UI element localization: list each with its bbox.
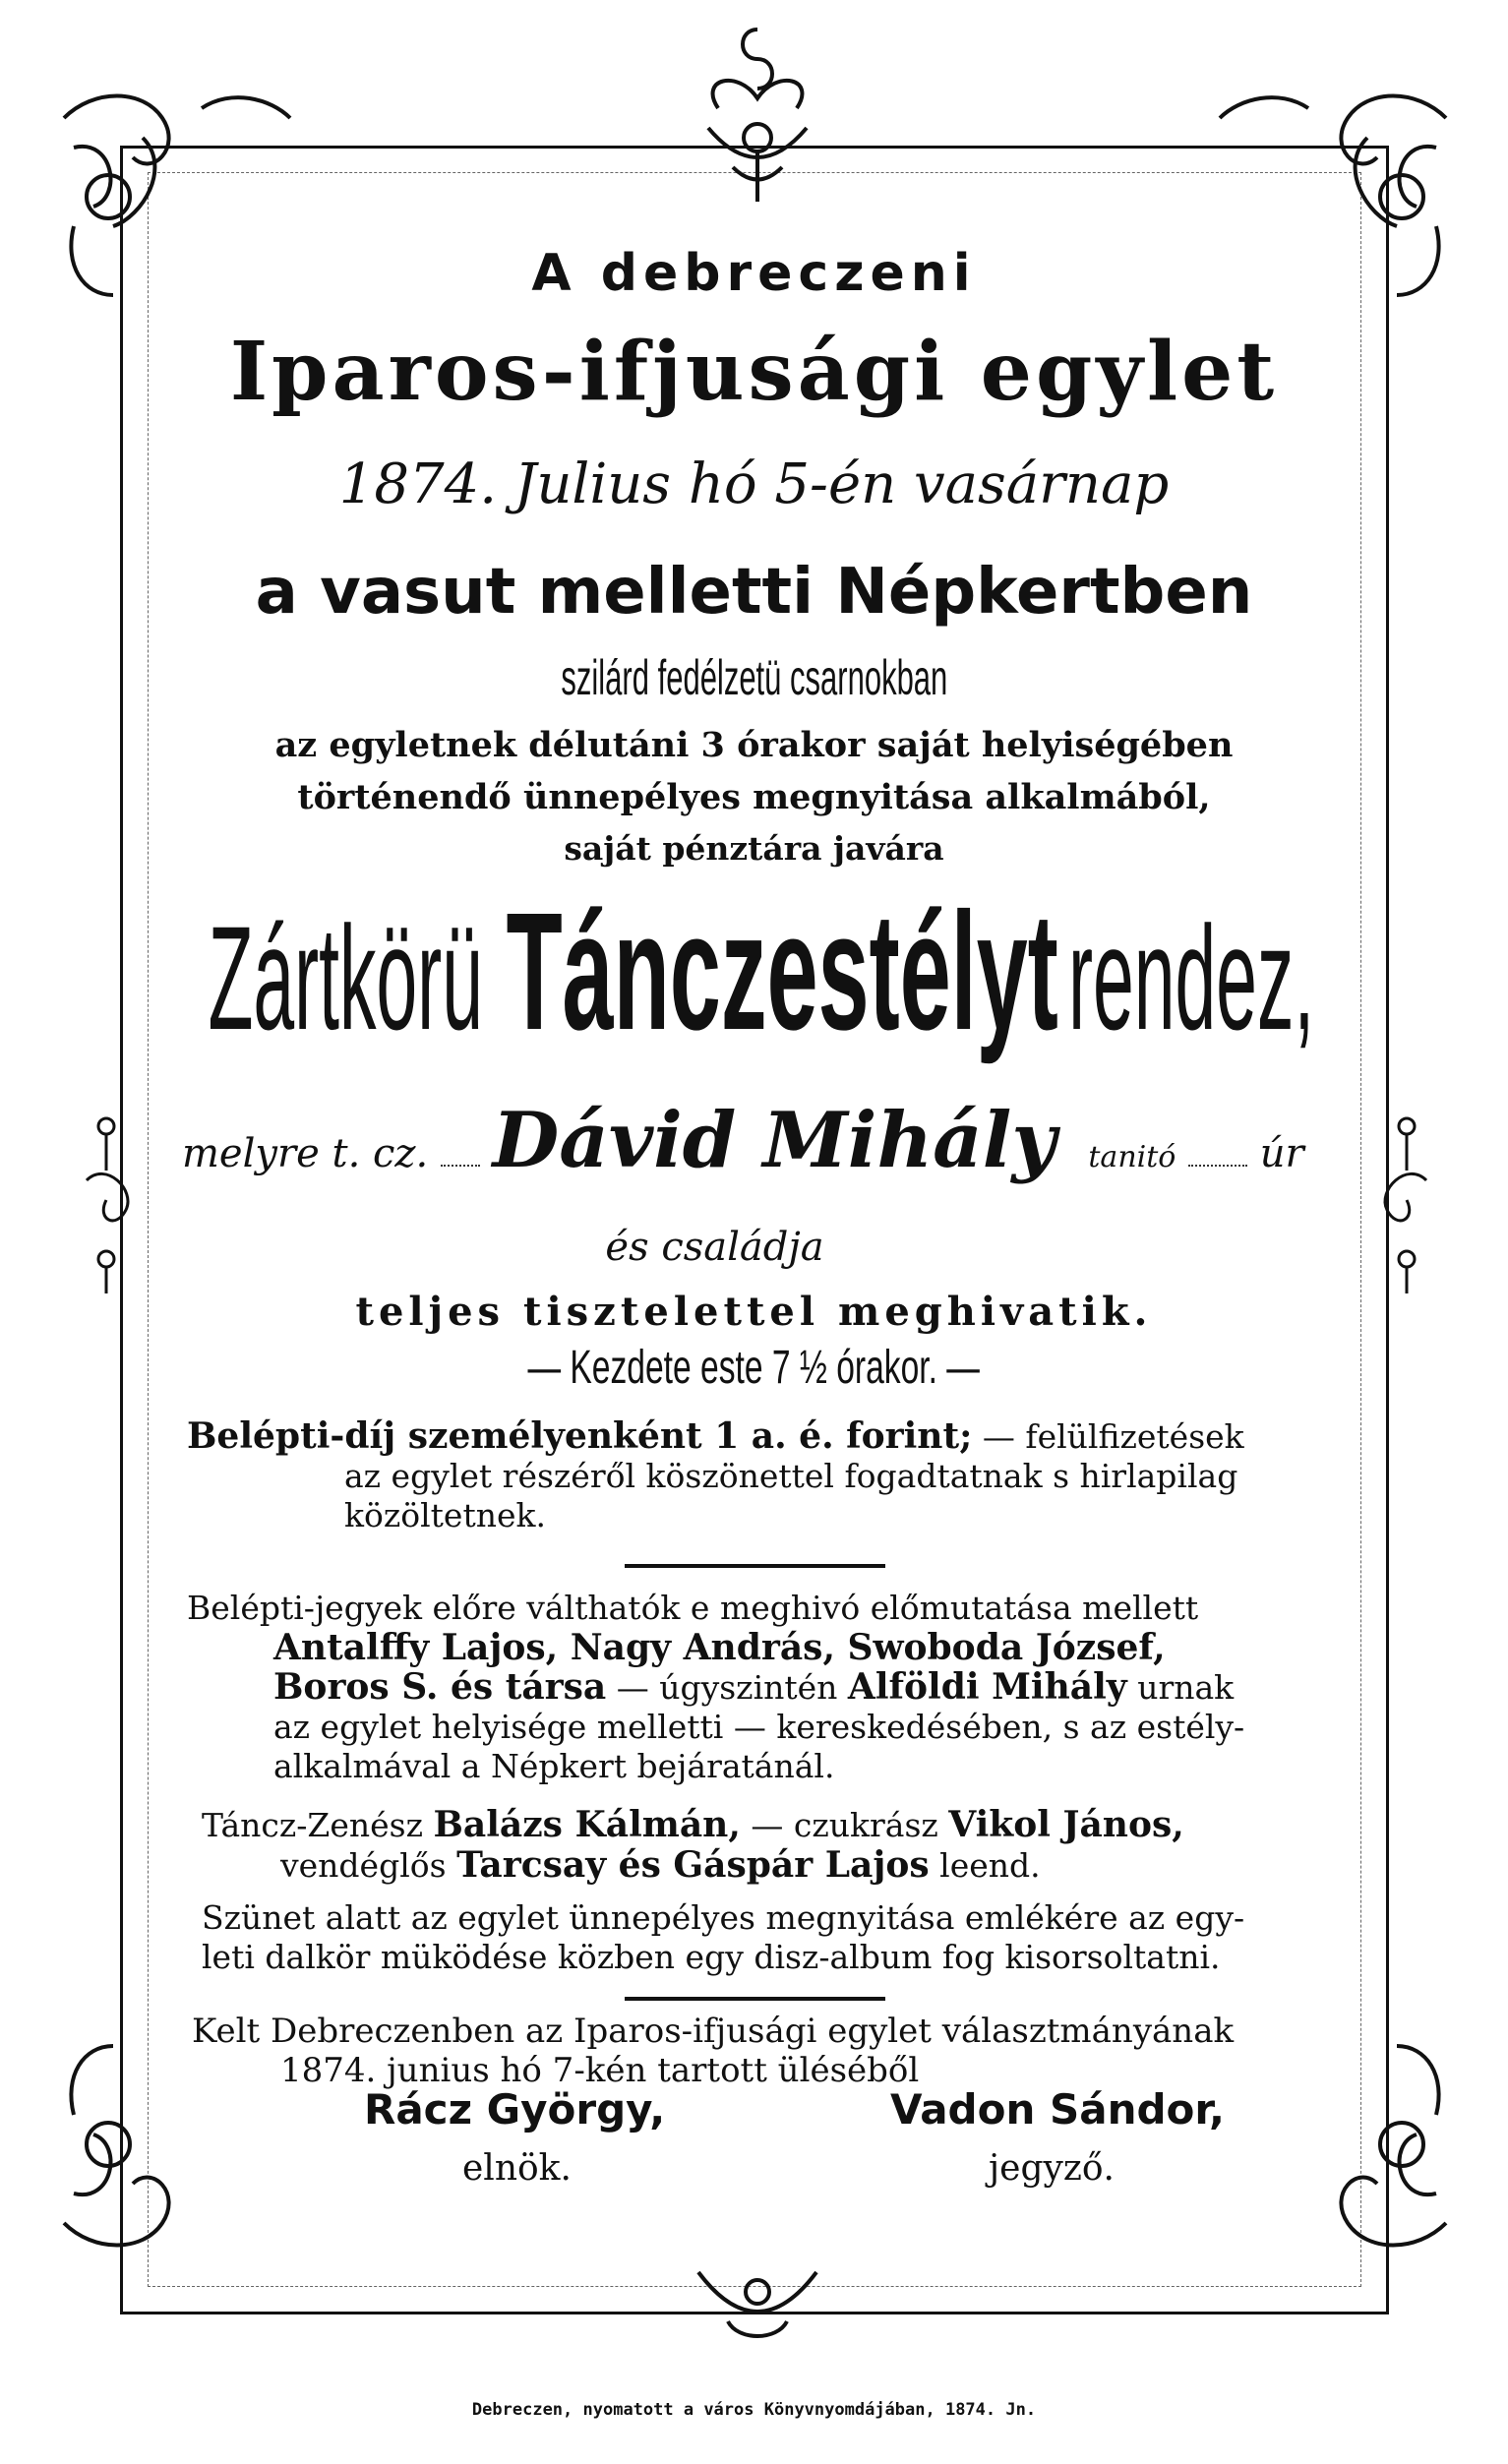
date-line — [0, 452, 1508, 516]
tickets-bold-b: Alföldi Mihály — [847, 1666, 1127, 1708]
staff-paragraph — [202, 1805, 1184, 1886]
dated-paragraph — [192, 2012, 1234, 2090]
staff-musician: Balázs Kálmán, — [433, 1804, 741, 1845]
date-year: 1874. — [338, 452, 498, 516]
tickets-bold-a: Boros S. és társa — [273, 1666, 607, 1708]
staff-mid: — czukrász — [751, 1806, 938, 1844]
tickets-paragraph — [187, 1589, 1244, 1786]
invite-prefix: melyre t. cz. — [182, 1131, 429, 1176]
divider-rule — [625, 1564, 885, 1568]
title-dance: Tánczestélyt — [506, 878, 1059, 1065]
staff-end: leend. — [939, 1846, 1041, 1885]
tickets-end: urnak — [1137, 1668, 1235, 1707]
staff-confectioner: Vikol János, — [948, 1804, 1184, 1845]
handwritten-role: tanitó — [1088, 1140, 1176, 1174]
handwritten-family: és családja — [605, 1225, 824, 1270]
invite-suffix: úr — [1259, 1131, 1304, 1176]
raffle-paragraph — [202, 1898, 1244, 1977]
tickets-line-5: alkalmával a Népkert bejáratánál. — [273, 1747, 835, 1785]
header-line: A debreczeni — [531, 244, 977, 303]
family-line — [0, 1225, 1469, 1270]
hall-text: szilárd fedélzetü csarnokban — [561, 650, 947, 705]
signature-secretary-role: jegyző. — [989, 2148, 1115, 2189]
corner-ornament-icon — [1200, 2036, 1456, 2262]
start-line — [0, 1340, 1508, 1395]
signature-secretary-name: Vadon Sándor, — [890, 2085, 1225, 2133]
respect-line: teljes tisztelettel meghivatik. — [355, 1289, 1153, 1335]
printer-footer: Debreczen, nyomatott a város Könyvnyomdájában, 1874. Jn. — [471, 2400, 1037, 2420]
fee-line-3: közöltetnek. — [344, 1496, 546, 1534]
title-closed: Zártkörü — [208, 895, 483, 1060]
purpose-line: saját pénztára javára — [564, 829, 944, 868]
tickets-line-1: Belépti-jegyek előre válthatók e meghivó előmutatása mellett — [187, 1589, 1199, 1627]
staff-pre: Táncz-Zenész — [202, 1806, 423, 1844]
top-crest-ornament-icon — [679, 20, 836, 207]
signature-president-role: elnök. — [462, 2148, 572, 2189]
raffle-line-2: leti dalkör müködése közben egy disz-album fog kisorsoltatni. — [202, 1938, 1221, 1976]
title-line — [0, 875, 1508, 1072]
fee-rest: — felülfizetések — [982, 1417, 1244, 1456]
hall-line — [0, 649, 1508, 706]
dated-line-2: 1874. junius hó 7-kén tartott üléséből — [280, 2051, 920, 2090]
signature-president-name: Rácz György, — [364, 2085, 666, 2133]
staff-innkeeper-pre: vendéglős — [280, 1846, 447, 1885]
fee-bold: Belépti-díj személyenként 1 a. é. forint; — [187, 1415, 973, 1457]
fee-line-2: az egylet részéről köszönettel fogadtatnak s hirlapilag — [344, 1457, 1238, 1495]
title-holds: rendez, — [1067, 895, 1315, 1060]
occasion-line: történendő ünnepélyes megnyitása alkalmából, — [297, 777, 1211, 817]
start-text: — Kezdete este 7 ½ órakor. — — [527, 1342, 981, 1394]
tickets-line-4: az egylet helyisége melletti — kereskedésében, s az estély- — [273, 1708, 1245, 1746]
handwritten-name: Dávid Mihály — [492, 1096, 1056, 1185]
raffle-line-1: Szünet alatt az egylet ünnepélyes megnyitása emlékére az egy- — [202, 1898, 1245, 1937]
invite-line — [182, 1096, 1343, 1185]
staff-innkeeper: Tarcsay és Gáspár Lajos — [456, 1844, 930, 1886]
society-name: Iparos-ifjusági egylet — [229, 325, 1279, 419]
venue-line: a vasut melletti Népkertben — [255, 556, 1253, 629]
date-rest: Julius hó 5-én vasárnap — [513, 452, 1170, 516]
tickets-mid: — úgyszintén — [616, 1668, 838, 1707]
fee-paragraph — [187, 1416, 1244, 1535]
time-line: az egyletnek délutáni 3 órakor saját helyiségében — [274, 725, 1234, 765]
divider-rule — [625, 1997, 885, 2001]
dated-line-1: Kelt Debreczenben az Iparos-ifjusági egylet választmányának — [192, 2012, 1235, 2051]
bottom-crest-ornament-icon — [679, 2253, 836, 2351]
tickets-line-2: Antalffy Lajos, Nagy András, Swoboda József, — [273, 1627, 1166, 1668]
